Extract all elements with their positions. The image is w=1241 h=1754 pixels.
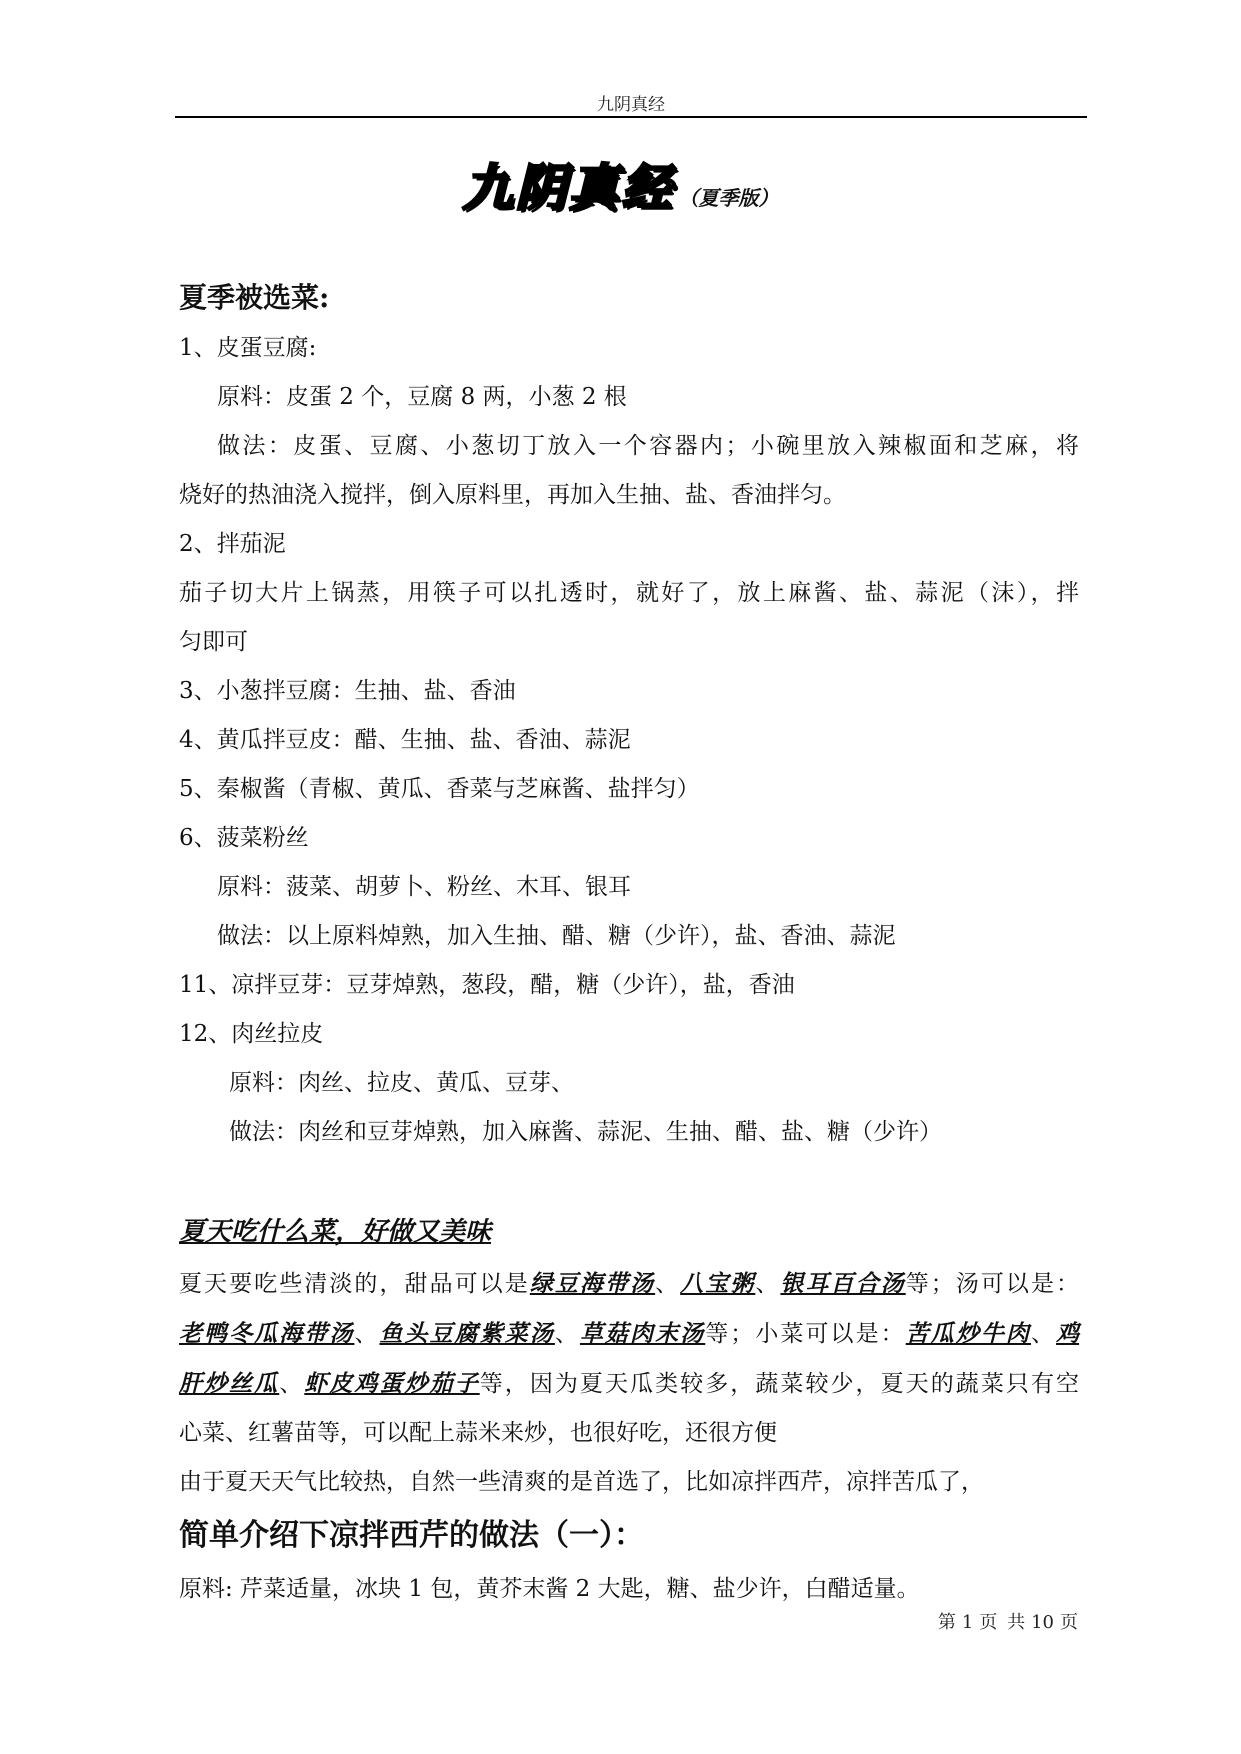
method-line: 做法：以上原料焯熟，加入生抽、醋、糖（少许），盐、香油、蒜泥 — [217, 923, 896, 949]
title-main: 九阴真经 — [462, 159, 675, 217]
text-run: 等；小菜可以是： — [705, 1321, 906, 1347]
separator: 、 — [655, 1271, 681, 1297]
section-heading-celery-recipe: 简单介绍下凉拌西芹的做法（一）： — [179, 1518, 644, 1553]
ingredients-line: 原料: 芹菜适量，冰块 1 包，黄芥末酱 2 大匙，糖、盐少许，白醋适量。 — [179, 1576, 920, 1602]
method-line-continued: 匀即可 — [179, 629, 248, 655]
separator: 、 — [554, 1321, 580, 1347]
footer-text: 页 共 — [979, 1612, 1026, 1633]
document-title — [0, 148, 1241, 220]
header-divider — [175, 116, 1087, 118]
current-page-number: 1 — [961, 1612, 974, 1633]
document-body — [179, 272, 1079, 1614]
dish-name: 草菇肉末汤 — [579, 1320, 706, 1347]
dish-name: 八宝粥 — [680, 1270, 756, 1297]
dish-title: 4、黄瓜拌豆皮：醋、生抽、盐、香油、蒜泥 — [179, 727, 631, 753]
dish-name: 绿豆海带汤 — [529, 1270, 656, 1297]
method-line: 茄子切大片上锅蒸，用筷子可以扎透时，就好了，放上麻酱、盐、蒜泥（沫），拌 — [179, 580, 1079, 606]
method-line: 做法：肉丝和豆芽焯熟，加入麻酱、蒜泥、生抽、醋、盐、糖（少许） — [229, 1119, 942, 1145]
separator: 、 — [1031, 1321, 1057, 1347]
dish-title: 11、凉拌豆芽：豆芽焯熟，葱段，醋，糖（少许），盐，香油 — [179, 972, 795, 998]
section-heading-summer-menu: 夏天吃什么菜，好做又美味 — [179, 1217, 492, 1247]
ingredients-line: 原料：菠菜、胡萝卜、粉丝、木耳、银耳 — [217, 874, 631, 900]
summer-menu-line-3 — [179, 1359, 1079, 1409]
dish-name: 肝炒丝瓜 — [179, 1370, 280, 1397]
text-run: 夏天要吃些清淡的，甜品可以是 — [179, 1271, 530, 1297]
separator: 、 — [755, 1271, 781, 1297]
method-line: 做法：皮蛋、豆腐、小葱切丁放入一个容器内；小碗里放入辣椒面和芝麻，将 — [217, 433, 1079, 459]
dish-title: 6、菠菜粉丝 — [179, 825, 309, 851]
page-number-footer — [935, 1608, 1081, 1634]
dish-title: 3、小葱拌豆腐：生抽、盐、香油 — [179, 678, 516, 704]
text-run: 等；汤可以是： — [905, 1271, 1080, 1297]
separator: 、 — [279, 1371, 305, 1397]
dish-title: 1、皮蛋豆腐: — [179, 335, 317, 361]
summer-menu-line-2 — [179, 1309, 1079, 1359]
dish-name: 银耳百合汤 — [780, 1270, 906, 1297]
title-subtitle: （夏季版） — [678, 186, 779, 210]
summer-menu-line-4: 心菜、红薯苗等，可以配上蒜米来炒，也很好吃，还很方便 — [179, 1420, 777, 1446]
section-spacer — [179, 1157, 1079, 1205]
total-page-count: 10 — [1031, 1612, 1054, 1633]
text-run: 等，因为夏天瓜类较多，蔬菜较少，夏天的蔬菜只有空 — [479, 1371, 1080, 1397]
footer-text: 第 — [937, 1612, 956, 1633]
dish-name: 鱼头豆腐紫菜汤 — [379, 1320, 555, 1347]
dish-name: 鸡 — [1056, 1320, 1080, 1347]
running-header: 九阴真经 — [597, 95, 665, 115]
dish-name: 老鸭冬瓜海带汤 — [179, 1320, 355, 1347]
section-heading-summer-dishes: 夏季被选菜: — [179, 281, 330, 314]
separator: 、 — [354, 1321, 380, 1347]
dish-name: 虾皮鸡蛋炒茄子 — [304, 1370, 480, 1397]
footer-text: 页 — [1060, 1612, 1078, 1633]
ingredients-line: 原料：皮蛋 2 个，豆腐 8 两，小葱 2 根 — [217, 384, 627, 410]
dish-title: 5、秦椒酱（青椒、黄瓜、香菜与芝麻酱、盐拌匀） — [179, 776, 700, 802]
summer-menu-paragraph-2: 由于夏天天气比较热，自然一些清爽的是首选了，比如凉拌西芹，凉拌苦瓜了， — [179, 1469, 984, 1495]
dish-title: 2、拌茄泥 — [179, 531, 286, 557]
dish-name: 苦瓜炒牛肉 — [905, 1320, 1031, 1347]
summer-menu-line-1 — [179, 1259, 1079, 1309]
method-line-continued: 烧好的热油浇入搅拌，倒入原料里，再加入生抽、盐、香油拌匀。 — [179, 482, 846, 508]
dish-title: 12、肉丝拉皮 — [179, 1021, 324, 1047]
ingredients-line: 原料：肉丝、拉皮、黄瓜、豆芽、 — [229, 1070, 574, 1096]
